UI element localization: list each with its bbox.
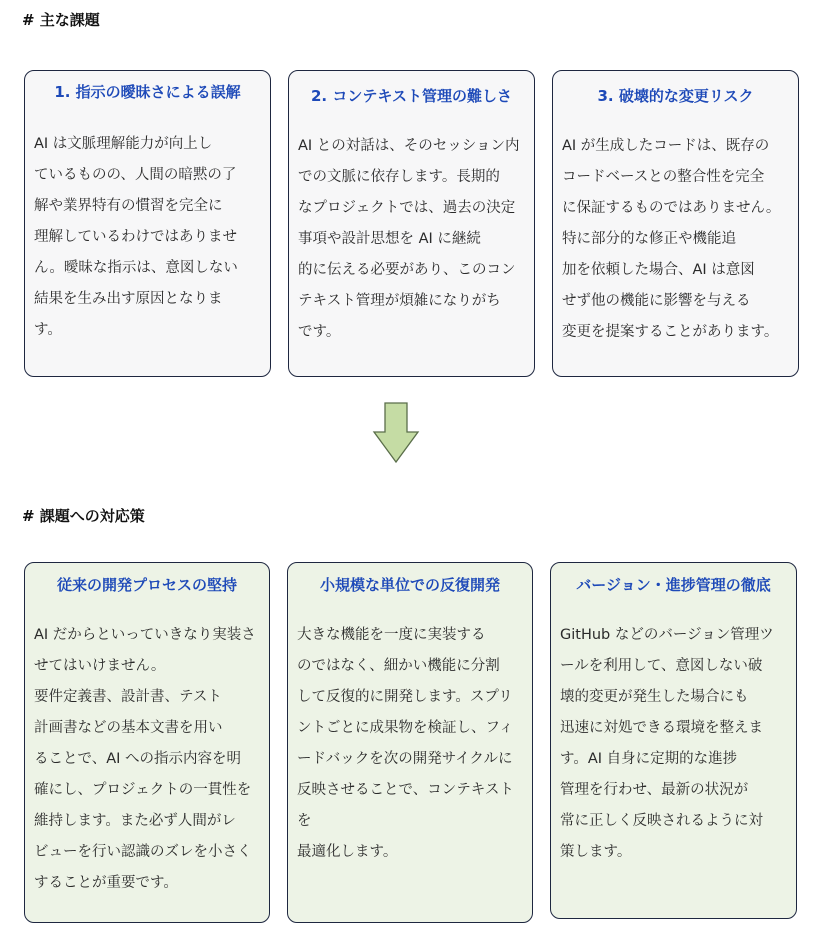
text-line: 大きな機能を一度に実装する <box>297 627 486 643</box>
text-line: AI が生成したコードは、既存の <box>562 138 770 154</box>
text-line: 計画書などの基本文書を用い <box>34 720 223 736</box>
text-line: GitHub などのバージョン管理ツ <box>560 627 774 643</box>
text-line: 策します。 <box>560 844 632 860</box>
text-line: 最適化します。 <box>297 844 398 860</box>
text-line: 特に部分的な修正や機能追 <box>562 231 736 247</box>
text-line: 壊的変更が発生した場合にも <box>560 689 749 705</box>
solution-card-3 <box>550 562 797 919</box>
text-line: 迅速に対処できる環境を整えま <box>560 720 763 736</box>
text-line: ールを利用して、意図しない破 <box>560 658 763 674</box>
text-line: AI は文脈理解能力が向上し <box>34 136 213 152</box>
text-line: 結果を生み出す原因となりま <box>34 291 223 307</box>
text-line: 反映させることで、コンテキストを <box>297 782 514 829</box>
text-line: 維持します。また必ず人間がレ <box>34 813 236 829</box>
text-line: テキスト管理が煩雑になりがち <box>298 293 501 309</box>
text-line: 管理を行わせ、最新の状況が <box>560 782 749 798</box>
text-line: して反復的に開発します。スプリ <box>297 689 513 705</box>
solution-card-1-body <box>34 620 263 899</box>
solutions-heading: # 課題への対応策 <box>22 507 145 525</box>
problem-card-1-body <box>34 129 264 346</box>
text-line: に保証するものではありません。 <box>562 200 781 216</box>
problem-card-1-title: 1. 指示の曖昧さによる誤解 <box>54 83 241 101</box>
text-line: ることで、AI への指示内容を明 <box>34 751 242 767</box>
problems-heading: # 主な課題 <box>22 11 100 29</box>
text-line: 常に正しく反映されるように対 <box>560 813 763 829</box>
down-arrow-icon <box>372 402 420 464</box>
text-line: せず他の機能に影響を与える <box>562 293 751 309</box>
text-line: 加を依頼した場合、AI は意図 <box>562 262 755 278</box>
solution-card-1-title: 従来の開発プロセスの堅持 <box>56 576 237 594</box>
problem-card-2 <box>288 70 535 377</box>
text-line: 的に伝える必要があり、このコン <box>298 262 516 278</box>
text-line: ントごとに成果物を検証し、フィ <box>297 720 514 736</box>
solution-card-1 <box>24 562 270 923</box>
text-line: AI との対話は、そのセッション内 <box>298 138 520 154</box>
text-line: す。 <box>34 322 62 338</box>
text-line: です。 <box>298 324 341 340</box>
text-line: ん。曖昧な指示は、意図しない <box>34 260 238 276</box>
problem-card-2-body <box>298 131 528 348</box>
problem-card-3-body <box>562 131 792 348</box>
text-line: することが重要です。 <box>34 875 178 891</box>
solution-card-2-title: 小規模な単位での反復開発 <box>319 576 500 594</box>
text-line: のではなく、細かい機能に分割 <box>297 658 500 674</box>
text-line: せてはいけません。 <box>34 658 166 674</box>
solution-card-2-body <box>297 620 526 868</box>
solution-card-3-body <box>560 620 790 868</box>
solution-card-3-title: バージョン・進捗管理の徹底 <box>576 576 771 594</box>
text-line: ードバックを次の開発サイクルに <box>297 751 513 767</box>
text-line: す。AI 自身に定期的な進捗 <box>560 751 738 767</box>
text-line: なプロジェクトでは、過去の決定 <box>298 200 516 216</box>
text-line: 事項や設計思想を AI に継続 <box>298 231 481 247</box>
text-line: 理解しているわけではありませ <box>34 229 237 245</box>
text-line: ているものの、人間の暗黙の了 <box>34 167 237 183</box>
text-line: AI だからといっていきなり実装さ <box>34 627 256 643</box>
problem-card-3 <box>552 70 799 377</box>
text-line: での文脈に依存します。長期的 <box>298 169 500 185</box>
text-line: 変更を提案することがあります。 <box>562 324 779 340</box>
text-line: 確にし、プロジェクトの一貫性を <box>34 782 252 798</box>
text-line: 解や業界特有の慣習を完全に <box>34 198 223 214</box>
solution-card-2 <box>287 562 533 923</box>
text-line: コードベースとの整合性を完全 <box>562 169 765 185</box>
text-line: 要件定義書、設計書、テスト <box>34 689 222 705</box>
problem-card-1 <box>24 70 271 377</box>
problem-card-2-title: 2. コンテキスト管理の難しさ <box>310 87 513 105</box>
text-line: ビューを行い認識のズレを小さく <box>34 844 252 860</box>
problem-card-3-title: 3. 破壊的な変更リスク <box>597 87 754 105</box>
